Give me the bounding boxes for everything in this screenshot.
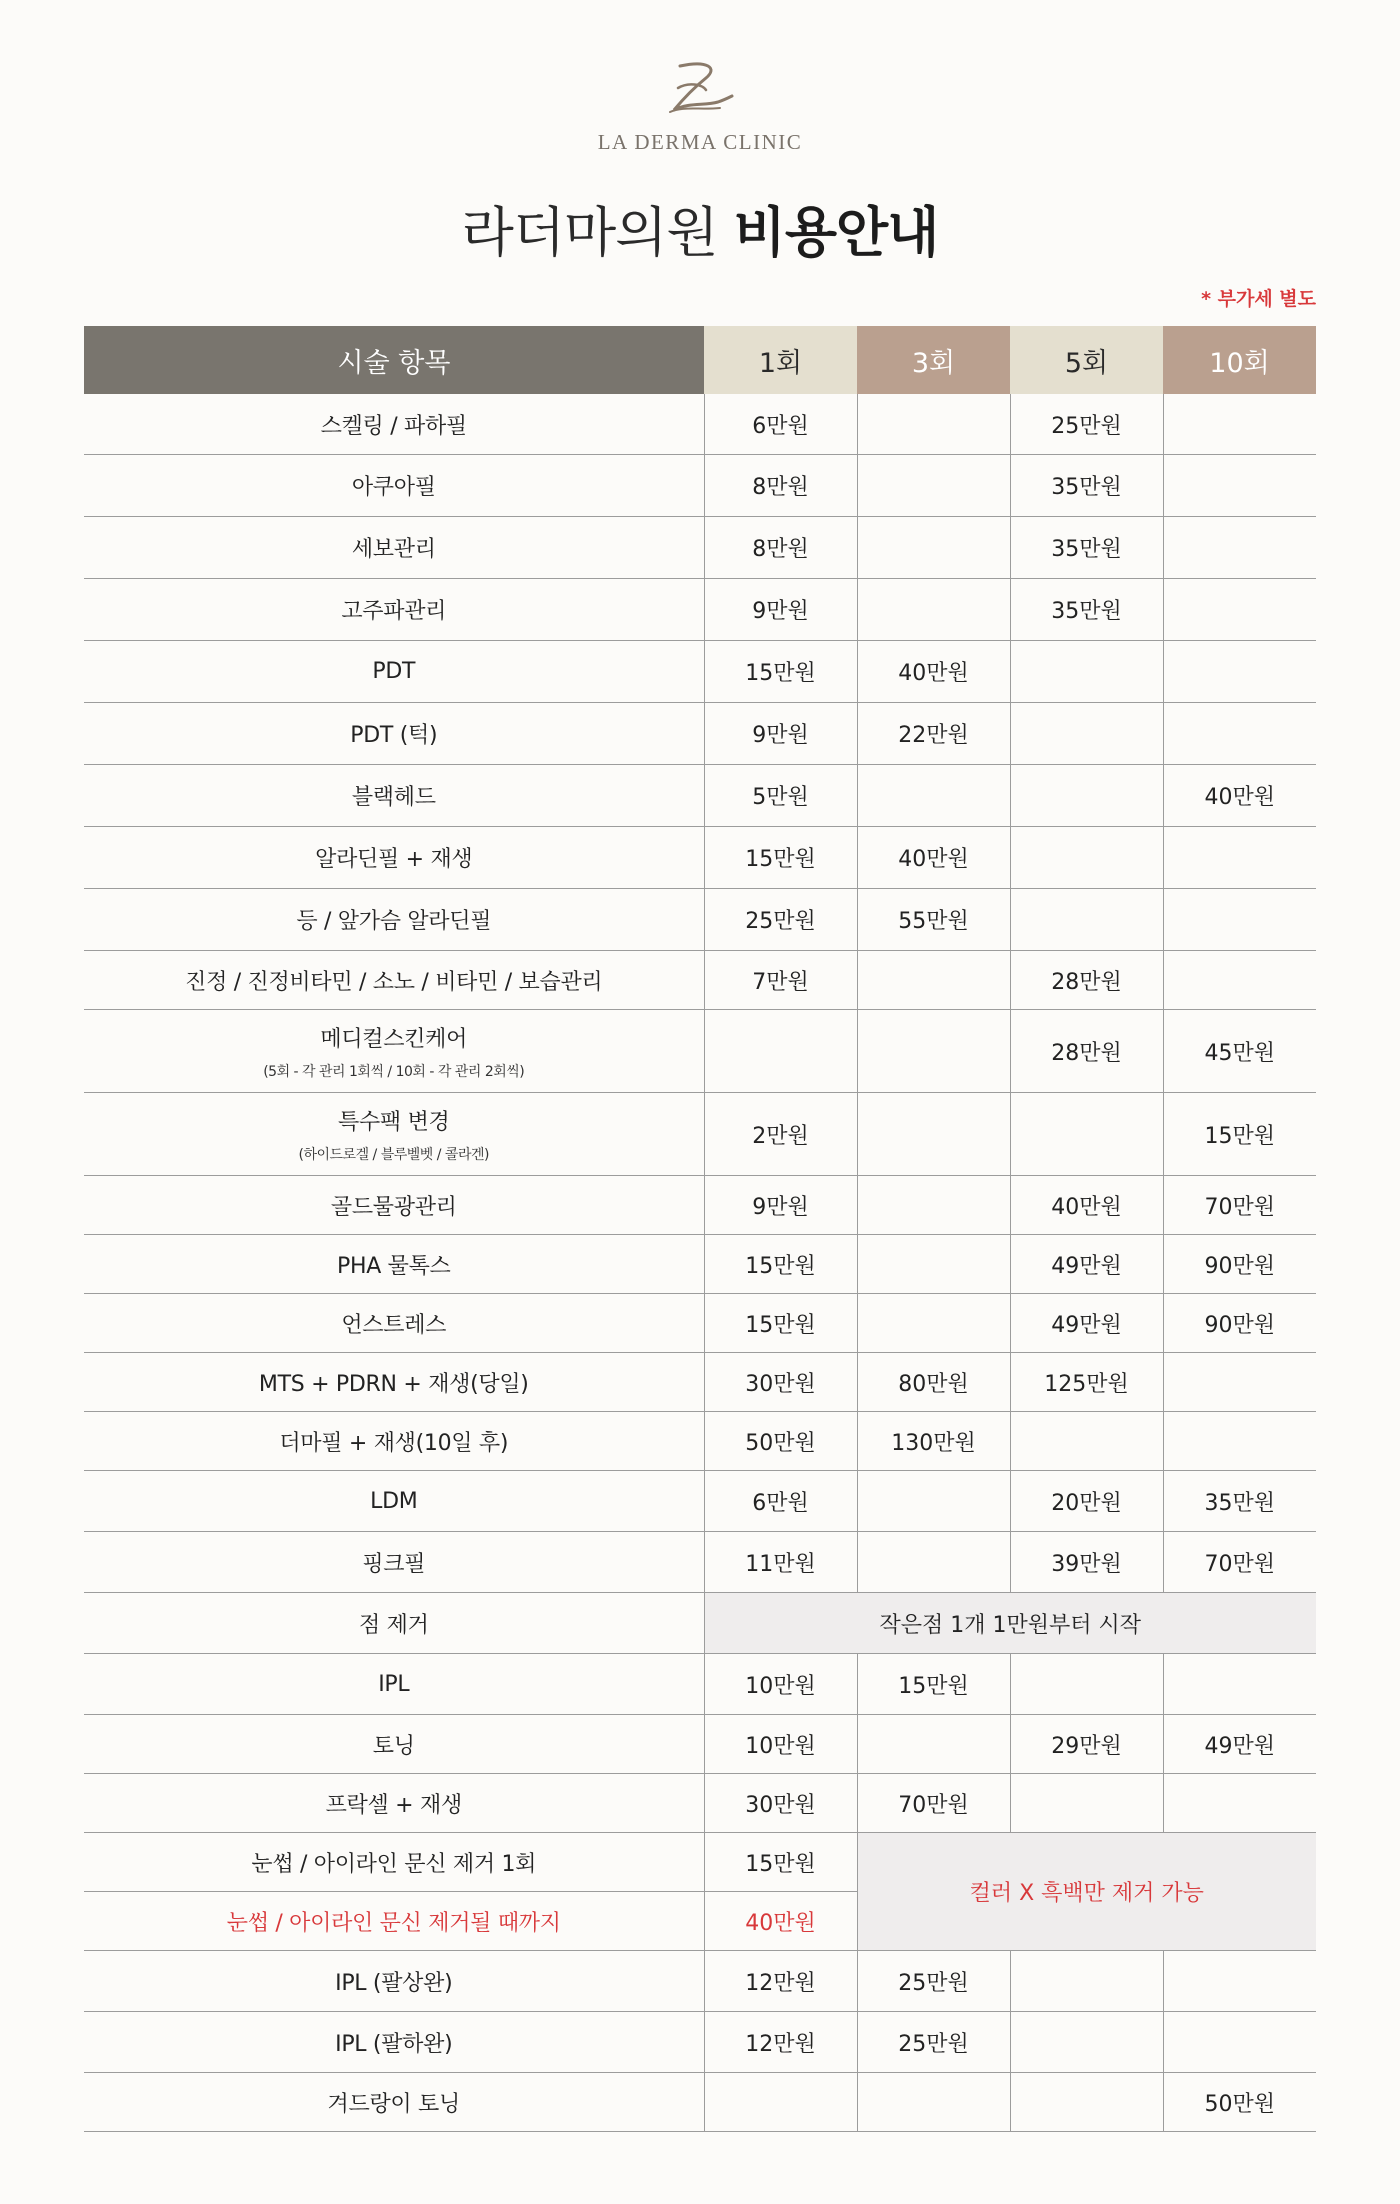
price-10x bbox=[1163, 1951, 1316, 2012]
price-3x bbox=[857, 1532, 1010, 1593]
price-10x bbox=[1163, 889, 1316, 951]
clinic-logo bbox=[0, 58, 1400, 155]
price-10x bbox=[1163, 1353, 1316, 1412]
table-row bbox=[84, 1176, 1316, 1235]
price-5x: 35만원 bbox=[1010, 455, 1163, 517]
table-row bbox=[84, 1833, 1316, 1892]
price-5x bbox=[1010, 889, 1163, 951]
table-row bbox=[84, 517, 1316, 579]
item-name-cell bbox=[84, 1010, 704, 1093]
column-header-3x: 3회 bbox=[857, 326, 1010, 394]
price-5x: 39만원 bbox=[1010, 1532, 1163, 1593]
item-name: IPL (팔상완) bbox=[84, 1951, 704, 2012]
price-10x bbox=[1163, 455, 1316, 517]
table-row bbox=[84, 889, 1316, 951]
table-row bbox=[84, 455, 1316, 517]
price-3x bbox=[857, 765, 1010, 827]
price-3x: 40만원 bbox=[857, 641, 1010, 703]
price-3x bbox=[857, 1471, 1010, 1532]
item-name: 겨드랑이 토닝 bbox=[84, 2073, 704, 2132]
table-row bbox=[84, 1951, 1316, 2012]
price-1x: 8만원 bbox=[704, 517, 857, 579]
price-1x: 9만원 bbox=[704, 703, 857, 765]
table-row bbox=[84, 1774, 1316, 1833]
column-header-item: 시술 항목 bbox=[84, 326, 704, 394]
item-name: 스켈링 / 파하필 bbox=[84, 394, 704, 455]
price-1x bbox=[704, 2073, 857, 2132]
item-name: 골드물광관리 bbox=[84, 1176, 704, 1235]
price-1x bbox=[704, 1010, 857, 1093]
price-5x: 29만원 bbox=[1010, 1715, 1163, 1774]
price-5x: 125만원 bbox=[1010, 1353, 1163, 1412]
price-10x bbox=[1163, 517, 1316, 579]
price-10x: 90만원 bbox=[1163, 1294, 1316, 1353]
page-title-clinic: 라더마의원 bbox=[461, 201, 718, 264]
price-10x: 49만원 bbox=[1163, 1715, 1316, 1774]
price-1x: 15만원 bbox=[704, 641, 857, 703]
price-1x: 9만원 bbox=[704, 579, 857, 641]
price-3x bbox=[857, 951, 1010, 1010]
price-3x: 25만원 bbox=[857, 2012, 1010, 2073]
item-name: 프락셀 + 재생 bbox=[84, 1774, 704, 1833]
item-name-cell bbox=[84, 1093, 704, 1176]
price-1x: 15만원 bbox=[704, 827, 857, 889]
table-row bbox=[84, 1532, 1316, 1593]
item-name: PDT bbox=[84, 641, 704, 703]
price-5x bbox=[1010, 703, 1163, 765]
table-row bbox=[84, 1353, 1316, 1412]
price-10x: 70만원 bbox=[1163, 1176, 1316, 1235]
item-name: LDM bbox=[84, 1471, 704, 1532]
item-name: 핑크필 bbox=[84, 1532, 704, 1593]
column-header-10x: 10회 bbox=[1163, 326, 1316, 394]
table-row bbox=[84, 641, 1316, 703]
price-5x: 25만원 bbox=[1010, 394, 1163, 455]
item-name: 세보관리 bbox=[84, 517, 704, 579]
item-name: 눈썹 / 아이라인 문신 제거 1회 bbox=[84, 1833, 704, 1892]
price-5x bbox=[1010, 641, 1163, 703]
item-name: 알라딘필 + 재생 bbox=[84, 827, 704, 889]
price-5x: 20만원 bbox=[1010, 1471, 1163, 1532]
table-row bbox=[84, 1715, 1316, 1774]
price-1x: 8만원 bbox=[704, 455, 857, 517]
price-3x bbox=[857, 579, 1010, 641]
item-name: IPL bbox=[84, 1654, 704, 1715]
item-name: 메디컬스킨케어 bbox=[320, 1026, 468, 1052]
item-name: 특수팩 변경 bbox=[338, 1109, 450, 1135]
price-5x bbox=[1010, 827, 1163, 889]
price-5x bbox=[1010, 2012, 1163, 2073]
price-10x bbox=[1163, 1654, 1316, 1715]
price-1x: 12만원 bbox=[704, 2012, 857, 2073]
price-1x: 12만원 bbox=[704, 1951, 857, 2012]
price-5x bbox=[1010, 2073, 1163, 2132]
vat-note: * 부가세 별도 bbox=[1201, 288, 1316, 310]
price-10x bbox=[1163, 641, 1316, 703]
price-5x: 28만원 bbox=[1010, 1010, 1163, 1093]
price-5x bbox=[1010, 1774, 1163, 1833]
price-3x bbox=[857, 1176, 1010, 1235]
price-1x: 6만원 bbox=[704, 1471, 857, 1532]
item-name: 토닝 bbox=[84, 1715, 704, 1774]
item-name: 언스트레스 bbox=[84, 1294, 704, 1353]
item-name: 더마필 + 재생(10일 후) bbox=[84, 1412, 704, 1471]
price-10x: 40만원 bbox=[1163, 765, 1316, 827]
price-1x: 15만원 bbox=[704, 1833, 857, 1892]
price-1x: 50만원 bbox=[704, 1412, 857, 1471]
price-3x: 55만원 bbox=[857, 889, 1010, 951]
table-row bbox=[84, 1654, 1316, 1715]
page-title bbox=[0, 190, 1400, 267]
price-3x bbox=[857, 1093, 1010, 1176]
price-10x: 90만원 bbox=[1163, 1235, 1316, 1294]
item-name: 고주파관리 bbox=[84, 579, 704, 641]
price-3x: 22만원 bbox=[857, 703, 1010, 765]
price-5x: 40만원 bbox=[1010, 1176, 1163, 1235]
price-3x: 130만원 bbox=[857, 1412, 1010, 1471]
column-header-5x: 5회 bbox=[1010, 326, 1163, 394]
price-1x: 30만원 bbox=[704, 1353, 857, 1412]
price-10x bbox=[1163, 394, 1316, 455]
price-3x bbox=[857, 1715, 1010, 1774]
item-name-highlight: 눈썹 / 아이라인 문신 제거될 때까지 bbox=[84, 1892, 704, 1951]
price-3x bbox=[857, 1294, 1010, 1353]
price-1x: 5만원 bbox=[704, 765, 857, 827]
price-1x: 15만원 bbox=[704, 1235, 857, 1294]
price-3x bbox=[857, 1010, 1010, 1093]
table-row bbox=[84, 1593, 1316, 1654]
price-5x bbox=[1010, 765, 1163, 827]
price-5x: 49만원 bbox=[1010, 1235, 1163, 1294]
item-name: 점 제거 bbox=[84, 1593, 704, 1654]
price-1x: 11만원 bbox=[704, 1532, 857, 1593]
price-3x bbox=[857, 1235, 1010, 1294]
price-10x: 15만원 bbox=[1163, 1093, 1316, 1176]
price-3x: 40만원 bbox=[857, 827, 1010, 889]
table-row bbox=[84, 1235, 1316, 1294]
table-row bbox=[84, 1471, 1316, 1532]
item-name: IPL (팔하완) bbox=[84, 2012, 704, 2073]
brand-name: LA DERMA CLINIC bbox=[597, 130, 803, 154]
price-1x: 7만원 bbox=[704, 951, 857, 1010]
item-name: 등 / 앞가슴 알라딘필 bbox=[84, 889, 704, 951]
price-5x: 49만원 bbox=[1010, 1294, 1163, 1353]
item-name: PHA 물톡스 bbox=[84, 1235, 704, 1294]
table-row bbox=[84, 1010, 1316, 1093]
price-5x bbox=[1010, 1093, 1163, 1176]
price-1x: 30만원 bbox=[704, 1774, 857, 1833]
price-5x bbox=[1010, 1412, 1163, 1471]
price-5x bbox=[1010, 1951, 1163, 2012]
price-1x: 2만원 bbox=[704, 1093, 857, 1176]
item-name: 아쿠아필 bbox=[84, 455, 704, 517]
price-10x: 50만원 bbox=[1163, 2073, 1316, 2132]
price-1x: 9만원 bbox=[704, 1176, 857, 1235]
item-name: 진정 / 진정비타민 / 소노 / 비타민 / 보습관리 bbox=[84, 951, 704, 1010]
price-10x bbox=[1163, 1774, 1316, 1833]
price-3x: 70만원 bbox=[857, 1774, 1010, 1833]
price-10x: 45만원 bbox=[1163, 1010, 1316, 1093]
item-name: 블랙헤드 bbox=[84, 765, 704, 827]
item-name: PDT (턱) bbox=[84, 703, 704, 765]
item-subtext: (하이드로겔 / 블루벨벳 / 콜라겐) bbox=[298, 1146, 489, 1163]
table-header-row bbox=[84, 326, 1316, 394]
table-row bbox=[84, 1294, 1316, 1353]
price-3x bbox=[857, 517, 1010, 579]
table-row bbox=[84, 1093, 1316, 1176]
table-row bbox=[84, 1412, 1316, 1471]
price-1x: 6만원 bbox=[704, 394, 857, 455]
logo-monogram-icon bbox=[660, 58, 740, 122]
table-row bbox=[84, 951, 1316, 1010]
price-3x: 15만원 bbox=[857, 1654, 1010, 1715]
price-3x bbox=[857, 2073, 1010, 2132]
table-row bbox=[84, 579, 1316, 641]
page-title-main: 비용안내 bbox=[733, 201, 939, 264]
table-row bbox=[84, 703, 1316, 765]
table-row bbox=[84, 827, 1316, 889]
price-10x bbox=[1163, 2012, 1316, 2073]
price-table bbox=[84, 326, 1316, 2132]
tattoo-removal-note: 컬러 X 흑백만 제거 가능 bbox=[857, 1833, 1316, 1951]
price-5x: 28만원 bbox=[1010, 951, 1163, 1010]
table-row bbox=[84, 765, 1316, 827]
price-5x: 35만원 bbox=[1010, 579, 1163, 641]
price-1x: 15만원 bbox=[704, 1294, 857, 1353]
price-10x: 70만원 bbox=[1163, 1532, 1316, 1593]
column-header-1x: 1회 bbox=[704, 326, 857, 394]
price-1x: 25만원 bbox=[704, 889, 857, 951]
price-1x: 10만원 bbox=[704, 1654, 857, 1715]
price-10x: 35만원 bbox=[1163, 1471, 1316, 1532]
price-3x bbox=[857, 455, 1010, 517]
price-1x: 10만원 bbox=[704, 1715, 857, 1774]
price-3x: 80만원 bbox=[857, 1353, 1010, 1412]
price-10x bbox=[1163, 579, 1316, 641]
price-10x bbox=[1163, 703, 1316, 765]
price-5x: 35만원 bbox=[1010, 517, 1163, 579]
item-name: MTS + PDRN + 재생(당일) bbox=[84, 1353, 704, 1412]
price-3x bbox=[857, 394, 1010, 455]
price-5x bbox=[1010, 1654, 1163, 1715]
price-10x bbox=[1163, 951, 1316, 1010]
price-10x bbox=[1163, 1412, 1316, 1471]
price-1x-highlight: 40만원 bbox=[704, 1892, 857, 1951]
table-row bbox=[84, 2073, 1316, 2132]
item-subtext: (5회 - 각 관리 1회씩 / 10회 - 각 관리 2회씩) bbox=[263, 1063, 525, 1080]
price-10x bbox=[1163, 827, 1316, 889]
price-3x: 25만원 bbox=[857, 1951, 1010, 2012]
table-row bbox=[84, 394, 1316, 455]
table-row bbox=[84, 2012, 1316, 2073]
mole-removal-note: 작은점 1개 1만원부터 시작 bbox=[704, 1593, 1316, 1654]
